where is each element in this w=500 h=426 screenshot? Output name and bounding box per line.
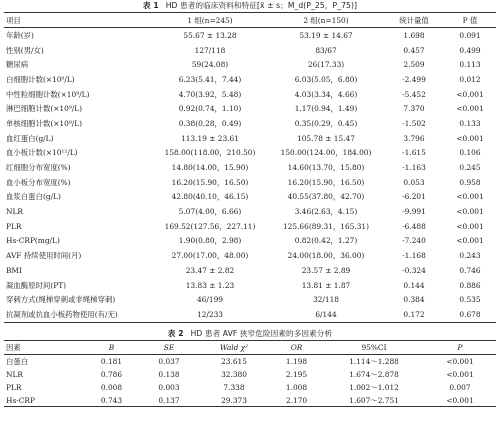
table2-header-or: OR bbox=[290, 343, 303, 352]
table-cell: -0.324 bbox=[402, 265, 426, 275]
table-cell: 0.38(0.28，0.49) bbox=[178, 118, 242, 128]
row-label: 血红蛋白(g/L) bbox=[6, 133, 54, 143]
table-cell: 0.053 bbox=[403, 177, 425, 187]
table-cell: 113.19 ± 23.61 bbox=[181, 133, 239, 143]
table-row bbox=[4, 131, 496, 146]
table-cell: 2.509 bbox=[403, 60, 425, 70]
table-cell: 7.338 bbox=[223, 382, 245, 392]
table-row bbox=[4, 219, 496, 234]
table-cell: 1.607～2.751 bbox=[349, 395, 399, 405]
table-cell: 42.80(40.10，46.15) bbox=[171, 192, 249, 202]
table-cell: <0.001 bbox=[456, 104, 484, 114]
table-cell: 1.698 bbox=[403, 30, 425, 40]
table1-caption bbox=[0, 0, 500, 11]
table-row bbox=[4, 160, 496, 175]
table-cell: 23.615 bbox=[221, 357, 247, 367]
table-cell: 40.55(37.80，42.70) bbox=[287, 192, 365, 202]
table2-number: 表 2 bbox=[167, 328, 184, 338]
table-cell: 105.78 ± 15.47 bbox=[297, 133, 355, 143]
table-cell: 0.007 bbox=[449, 382, 471, 392]
table1-header-item: 项目 bbox=[6, 15, 21, 25]
row-label: 白蛋白 bbox=[6, 357, 29, 367]
table-row bbox=[4, 175, 496, 190]
table2-header-b: B bbox=[108, 343, 115, 352]
table-cell: 4.70(3.92，5.48) bbox=[178, 89, 242, 99]
table-cell: 2.170 bbox=[285, 395, 308, 405]
table-row bbox=[4, 101, 496, 116]
table-row bbox=[4, 190, 496, 205]
table-cell: 0.012 bbox=[459, 74, 481, 84]
table-cell: 1.90(0.80，2.98) bbox=[178, 236, 242, 246]
table-cell: 5.07(4.00，6.66) bbox=[178, 207, 242, 217]
table2-header-row bbox=[4, 340, 496, 355]
table-cell: 32.380 bbox=[221, 369, 247, 379]
table-cell: 6.23(5.41，7.44) bbox=[178, 74, 242, 84]
table1-header-group2: 2 组(n=150) bbox=[303, 15, 349, 25]
table-cell: 125.66(89.31，165.31) bbox=[282, 221, 370, 231]
table2-header-se: SE bbox=[163, 343, 175, 352]
row-label: PLR bbox=[6, 382, 22, 392]
table-cell: 55.67 ± 13.28 bbox=[183, 30, 237, 40]
table-cell: 0.243 bbox=[459, 251, 481, 261]
table-cell: -1.163 bbox=[402, 163, 426, 173]
table-cell: 0.678 bbox=[459, 309, 481, 319]
table-cell: 14.80(14.00，15.90) bbox=[171, 163, 249, 173]
row-label: 年龄(岁) bbox=[6, 30, 34, 40]
table-cell: 0.886 bbox=[459, 280, 481, 290]
table-cell: 32/118 bbox=[312, 295, 339, 305]
table-cell: 3.796 bbox=[403, 133, 425, 143]
row-label: 穿刺方式(绳梯穿刺或非绳梯穿刺) bbox=[6, 295, 116, 305]
table-cell: 0.743 bbox=[100, 395, 123, 405]
table-row bbox=[4, 394, 496, 407]
table-cell: 0.172 bbox=[403, 309, 425, 319]
table-cell: 0.384 bbox=[403, 295, 425, 305]
table-cell: 7.370 bbox=[403, 104, 425, 114]
table-cell: -2.499 bbox=[402, 74, 426, 84]
row-label: AVF 持续使用时间(月) bbox=[6, 251, 82, 261]
table-cell: 1.002～1.012 bbox=[349, 382, 399, 392]
table-cell: -1.502 bbox=[402, 118, 426, 128]
table-row bbox=[4, 72, 496, 87]
table-cell: <0.001 bbox=[456, 207, 484, 217]
table-cell: 0.92(0.74，1.10) bbox=[178, 104, 242, 114]
table-cell: 0.008 bbox=[100, 382, 123, 392]
table-cell: 127/118 bbox=[194, 45, 226, 55]
table-row bbox=[4, 381, 496, 394]
table-row bbox=[4, 146, 496, 161]
table-cell: <0.001 bbox=[446, 369, 474, 379]
table-cell: <0.001 bbox=[456, 133, 484, 143]
table-cell: 0.091 bbox=[459, 30, 481, 40]
row-label: 凝血酶原时间(PT) bbox=[6, 280, 67, 290]
table-cell: 23.57 ± 2.89 bbox=[301, 265, 351, 275]
table-row bbox=[4, 87, 496, 102]
table1 bbox=[4, 12, 496, 323]
table-cell: 4.03(3.34，4.66) bbox=[294, 89, 358, 99]
table-cell: 13.83 ± 1.23 bbox=[185, 280, 235, 290]
table1-header-row bbox=[4, 13, 496, 28]
row-label: 糖尿病 bbox=[6, 60, 29, 70]
table-cell: <0.001 bbox=[456, 192, 484, 202]
row-label: 中性粒细胞计数(×10⁹/L) bbox=[6, 89, 90, 99]
table-cell: 59(24.08) bbox=[191, 60, 229, 70]
table-row bbox=[4, 263, 496, 278]
table1-header-group1: 1 组(n=245) bbox=[187, 15, 233, 25]
table-cell: 6/144 bbox=[315, 309, 337, 319]
table-row bbox=[4, 355, 496, 368]
table2-header-ci: 95%CI bbox=[361, 343, 387, 352]
table-cell: -7.240 bbox=[402, 236, 426, 246]
table-row bbox=[4, 248, 496, 263]
table-cell: 1.008 bbox=[285, 382, 308, 392]
row-label: 性别(男/女) bbox=[6, 45, 44, 55]
table2-title: HD 患者 AVF 狭窄危险因素的多因素分析 bbox=[190, 328, 333, 338]
row-label: BMI bbox=[6, 265, 22, 275]
table-cell: 0.138 bbox=[158, 369, 180, 379]
table-cell: 0.113 bbox=[459, 60, 481, 70]
table-cell: 3.46(2.63，4.15) bbox=[294, 207, 358, 217]
table2 bbox=[4, 340, 496, 408]
table-cell: -1.168 bbox=[402, 251, 426, 261]
table-row bbox=[4, 204, 496, 219]
table-cell: 0.106 bbox=[459, 148, 481, 158]
table-cell: 0.133 bbox=[459, 118, 481, 128]
table2-header-factor: 因素 bbox=[6, 343, 21, 352]
table-cell: <0.001 bbox=[446, 395, 474, 405]
table1-header-statistic: 统计量值 bbox=[399, 15, 429, 25]
table-cell: 0.786 bbox=[100, 369, 123, 379]
table2-caption bbox=[0, 328, 500, 339]
table1-title: HD 患者的临床资料和特征[x̄ ± s；M_d(P_25，P_75)] bbox=[165, 1, 358, 10]
table-cell: 0.137 bbox=[158, 395, 180, 405]
table-cell: -1.615 bbox=[402, 148, 426, 158]
table-cell: 0.457 bbox=[403, 45, 425, 55]
table-cell: 0.003 bbox=[158, 382, 180, 392]
table2-header-p: P bbox=[457, 343, 463, 352]
table-cell: 0.958 bbox=[459, 177, 481, 187]
table-cell: 26(17.33) bbox=[307, 60, 345, 70]
table-cell: 0.245 bbox=[459, 163, 481, 173]
table-cell: <0.001 bbox=[456, 89, 484, 99]
row-label: 抗凝剂或抗血小板药物使用(有/无) bbox=[6, 309, 118, 319]
row-label: 血浆白蛋白(g/L) bbox=[6, 192, 61, 202]
table-cell: 0.181 bbox=[100, 357, 123, 367]
table2-header-wald: Wald χ² bbox=[219, 343, 249, 352]
row-label: 单核细胞计数(×10⁹/L) bbox=[6, 118, 83, 128]
table-cell: 6.03(5.05，6.80) bbox=[294, 74, 358, 84]
table-cell: 150.00(124.00，184.00) bbox=[280, 148, 372, 158]
table-cell: 29.373 bbox=[221, 395, 247, 405]
table-cell: 23.47 ± 2.82 bbox=[185, 265, 235, 275]
row-label: NLR bbox=[6, 369, 23, 379]
table-cell: 0.144 bbox=[403, 280, 425, 290]
table-cell: 158.00(118.00，210.50) bbox=[164, 148, 256, 158]
table-cell: 0.746 bbox=[459, 265, 481, 275]
row-label: 淋巴细胞计数(×10⁹/L) bbox=[6, 104, 83, 114]
row-label: 血小板计数(×10¹²/L) bbox=[6, 148, 78, 158]
table-row bbox=[4, 28, 496, 43]
table-cell: -6.488 bbox=[402, 221, 426, 231]
row-label: 血小板分布宽度(%) bbox=[6, 177, 71, 187]
table-row bbox=[4, 57, 496, 72]
table-row bbox=[4, 292, 496, 307]
table-cell: 0.35(0.29，0.45) bbox=[294, 118, 358, 128]
row-label: PLR bbox=[6, 221, 22, 231]
table-cell: 0.499 bbox=[459, 45, 481, 55]
table-cell: <0.001 bbox=[456, 221, 484, 231]
table-cell: 1.674～2.878 bbox=[349, 369, 399, 379]
table-row bbox=[4, 43, 496, 58]
table1-header-p: P 值 bbox=[462, 15, 478, 25]
row-label: Hs-CRP bbox=[6, 395, 35, 405]
table-cell: 83/67 bbox=[315, 45, 337, 55]
row-label: 红细胞分布宽度(%) bbox=[6, 163, 71, 173]
row-label: 白细胞计数(×10⁹/L) bbox=[6, 74, 75, 84]
table1-number: 表 1 bbox=[142, 1, 159, 10]
table-cell: 46/199 bbox=[196, 295, 223, 305]
table-cell: -6.201 bbox=[402, 192, 426, 202]
table-cell: 27.00(17.00，48.00) bbox=[171, 251, 249, 261]
table-cell: 0.82(0.42，1.27) bbox=[294, 236, 358, 246]
table-row bbox=[4, 368, 496, 381]
table-row bbox=[4, 116, 496, 131]
table-row bbox=[4, 234, 496, 249]
table-cell: <0.001 bbox=[446, 357, 474, 367]
table-cell: 169.52(127.56，227.11) bbox=[164, 221, 256, 231]
table-cell: -9.991 bbox=[402, 207, 426, 217]
table-cell: 14.60(13.70，15.80) bbox=[287, 163, 365, 173]
table-cell: 16.20(15.90，16.50) bbox=[287, 177, 365, 187]
table-cell: 53.19 ± 14.67 bbox=[299, 30, 353, 40]
table-row bbox=[4, 278, 496, 293]
table-cell: 2.195 bbox=[285, 369, 308, 379]
table-row bbox=[4, 307, 496, 322]
table-cell: 1.17(0.94，1.49) bbox=[294, 104, 358, 114]
table-cell: -5.452 bbox=[402, 89, 426, 99]
table-cell: 1.114～1.288 bbox=[349, 357, 399, 367]
table-cell: 16.20(15.90，16.50) bbox=[171, 177, 249, 187]
table-cell: 0.535 bbox=[459, 295, 481, 305]
row-label: Hs-CRP(mg/L) bbox=[6, 236, 60, 246]
table-cell: 24.00(18.00，36.00) bbox=[287, 251, 365, 261]
table-cell: 0.037 bbox=[158, 357, 180, 367]
table-cell: <0.001 bbox=[456, 236, 484, 246]
table-cell: 13.81 ± 1.87 bbox=[301, 280, 351, 290]
row-label: NLR bbox=[6, 207, 23, 217]
table-cell: 12/233 bbox=[196, 309, 223, 319]
table-cell: 1.198 bbox=[285, 357, 308, 367]
